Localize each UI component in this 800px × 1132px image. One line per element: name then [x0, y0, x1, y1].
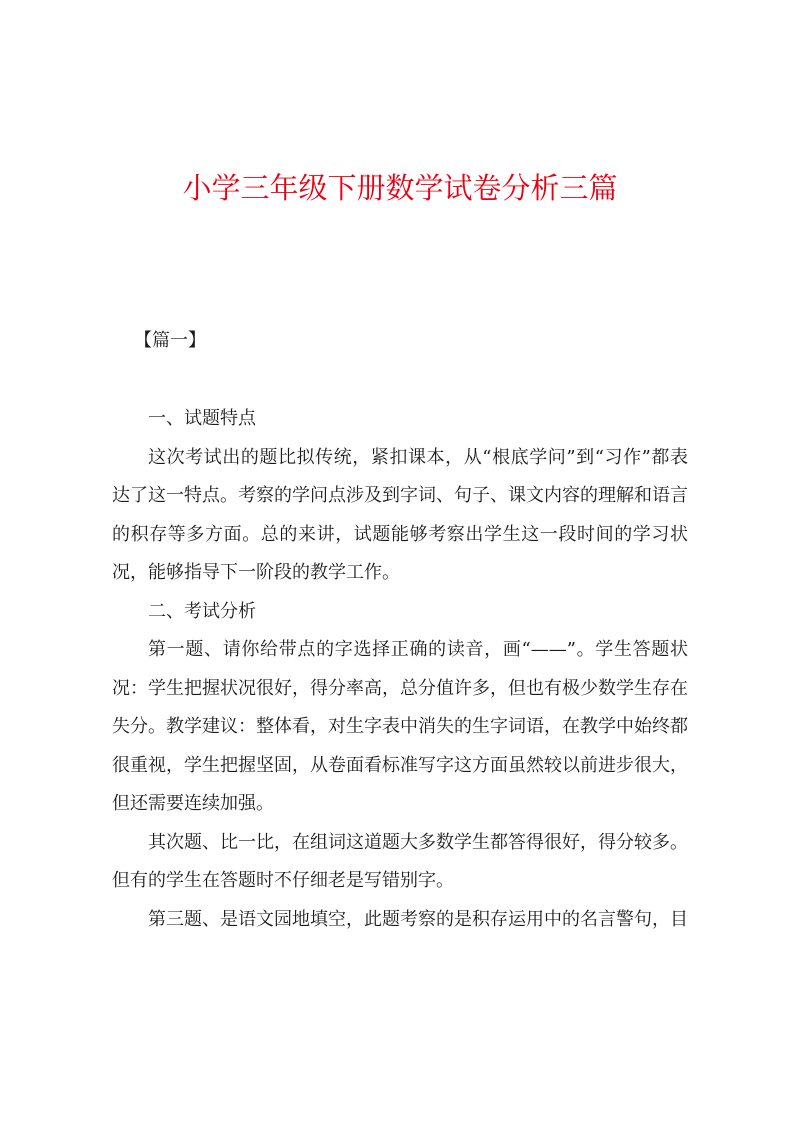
document-title: 小学三年级下册数学试卷分析三篇: [182, 171, 618, 205]
paragraph-1: 这次考试出的题比拟传统，紧扣课本，从“根底学问”到“习作”都表达了这一特点。考察的学问点涉及到字词、句子、课文内容的理解和语言的积存等多方面。总的来讲，试题能够考察出学生这一段时间的学习状况，能够指导下一阶段的教学工作。: [112, 446, 688, 583]
section-heading-2: 二、考试分析: [148, 600, 256, 622]
section-heading-1: 一、试题特点: [148, 408, 256, 429]
blank-line: [112, 360, 688, 400]
section-tag: 【篇一】: [134, 330, 206, 351]
paragraph-4: 第三题、是语文园地填空，此题考察的是积存运用中的名言警句，目: [148, 908, 688, 930]
paragraph-3: 其次题、比一比，在组词这道题大多数学生都答得很好，得分较多。但有的学生在答题时不仔细老是写错别字。: [112, 831, 688, 891]
paragraph-2: 第一题、请你给带点的字选择正确的读音，画“——”。学生答题状况：学生把握状况很好，得分率高，总分值许多，但也有极少数学生存在失分。教学建议：整体看，对生字表中消失的生字词语，在教学中始终都很重视，学生把握坚固，从卷面看标准写字这方面虽然较以前进步很大，但还需要连续加强。: [112, 639, 688, 814]
document-body: [112, 322, 688, 939]
